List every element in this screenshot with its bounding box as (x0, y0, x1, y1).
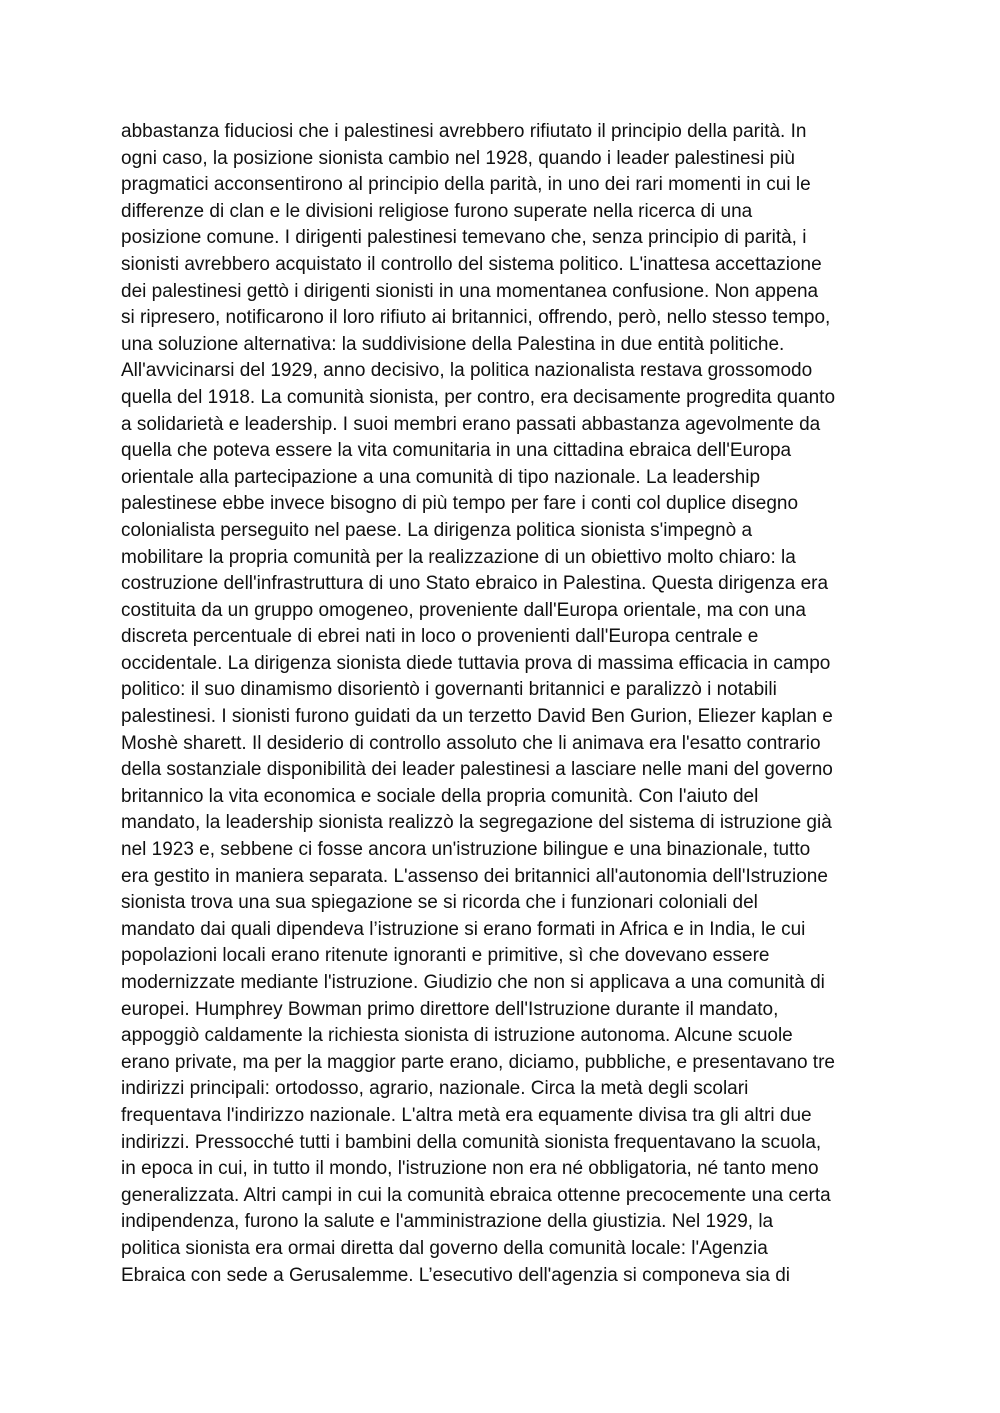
text-line: era gestito in maniera separata. L'assenso dei britannici all'autonomia dell'Istruzione (121, 865, 828, 887)
text-line: quella del 1918. La comunità sionista, per contro, era decisamente progredita quanto (121, 386, 836, 408)
text-line: modernizzate mediante l'istruzione. Giudizio che non si applicava a una comunità di (121, 972, 825, 993)
text-line: quella che poteva essere la vita comunitaria in una cittadina ebraica dell'Europa (121, 440, 792, 462)
text-line: europei. Humphrey Bowman primo direttore dell'Istruzione durante il mandato, (121, 998, 779, 1020)
text-line: dei palestinesi gettò i dirigenti sionisti in una momentanea confusione. Non appena (121, 280, 819, 302)
text-line: britannico la vita economica e sociale della propria comunità. Con l'aiuto del (121, 785, 759, 807)
text-line: indirizzi. Pressocché tutti i bambini della comunità sionista frequentavano la scuola, (121, 1131, 822, 1153)
text-line: abbastanza fiduciosi che i palestinesi avrebbero rifiutato il principio della parità. In (121, 121, 807, 142)
text-line: All'avvicinarsi del 1929, anno decisivo, la politica nazionalista restava grossomodo (121, 360, 813, 382)
text-line: ogni caso, la posizione sionista cambio nel 1928, quando i leader palestinesi più (121, 147, 795, 169)
text-line: a solidarietà e leadership. I suoi membri erano passati abbastanza agevolmente da (121, 413, 821, 435)
text-line: colonialista perseguito nel paese. La dirigenza politica sionista s'impegnò a (121, 519, 753, 541)
text-line: popolazioni locali erano ritenute ignoranti e primitive, sì che dovevano essere (121, 945, 770, 967)
text-line: frequentava l'indirizzo nazionale. L'altra metà era equamente divisa tra gli altri due (121, 1104, 812, 1126)
text-line: costruzione dell'infrastruttura di uno Stato ebraico in Palestina. Questa dirigenza era (121, 573, 829, 595)
text-line: differenze di clan e le divisioni religiose furono superate nella ricerca di una (121, 200, 753, 222)
text-line: occidentale. La dirigenza sionista diede tuttavia prova di massima efficacia in campo (121, 652, 831, 674)
text-line: mandato, la leadership sionista realizzò la segregazione del sistema di istruzione già (121, 812, 832, 834)
text-line: sionista trova una sua spiegazione se si ricorda che i funzionari coloniali del (121, 892, 758, 914)
text-line: indipendenza, furono la salute e l'amministrazione della giustizia. Nel 1929, la (121, 1211, 774, 1233)
text-line: in epoca in cui, in tutto il mondo, l'istruzione non era né obbligatoria, né tanto meno (121, 1158, 819, 1180)
text-line: pragmatici acconsentirono al principio della parità, in uno dei rari momenti in cui le (121, 174, 811, 196)
text-line: costituita da un gruppo omogeneo, proveniente dall'Europa orientale, ma con una (121, 599, 806, 621)
text-line: palestinese ebbe invece bisogno di più tempo per fare i conti col duplice disegno (121, 493, 799, 515)
text-line: Ebraica con sede a Gerusalemme. L’esecutivo dell'agenzia si componeva sia di (121, 1264, 790, 1286)
text-line: nel 1923 e, sebbene ci fosse ancora un'istruzione bilingue e una binazionale, tutto (121, 839, 811, 861)
text-line: erano private, ma per la maggior parte erano, diciamo, pubbliche, e presentavano tre (121, 1051, 835, 1073)
text-line: palestinesi. I sionisti furono guidati da un terzetto David Ben Gurion, Eliezer kaplan e (121, 706, 833, 728)
text-line: Moshè sharett. Il desiderio di controllo assoluto che li animava era l'esatto contrario (121, 732, 821, 754)
text-line: posizione comune. I dirigenti palestinesi temevano che, senza principio di parità, i (121, 227, 807, 249)
text-line: della sostanziale disponibilità dei leader palestinesi a lasciare nelle mani del governo (121, 759, 833, 781)
text-line: mobilitare la propria comunità per la realizzazione di un obiettivo molto chiaro: la (121, 546, 796, 568)
text-line: discreta percentuale di ebrei nati in loco o provenienti dall'Europa centrale e (121, 626, 759, 648)
text-line: generalizzata. Altri campi in cui la comunità ebraica ottenne precocemente una certa (121, 1184, 831, 1206)
text-line: una soluzione alternativa: la suddivisione della Palestina in due entità politiche. (121, 333, 785, 355)
body-text (121, 119, 901, 1289)
text-line: politico: il suo dinamismo disorientò i governanti britannici e paralizzò i notabili (121, 679, 777, 701)
text-line: indirizzi principali: ortodosso, agrario, nazionale. Circa la metà degli scolari (121, 1078, 749, 1100)
text-line: appoggiò caldamente la richiesta sionista di istruzione autonoma. Alcune scuole (121, 1025, 793, 1047)
text-line: si ripresero, notificarono il loro rifiuto ai britannici, offrendo, però, nello stesso tempo, (121, 307, 831, 329)
text-line: sionisti avrebbero acquistato il controllo del sistema politico. L'inattesa accettazione (121, 253, 822, 275)
text-line: orientale alla partecipazione a una comunità di tipo nazionale. La leadership (121, 466, 761, 488)
text-line: politica sionista era ormai diretta dal governo della comunità locale: l'Agenzia (121, 1237, 768, 1259)
text-line: mandato dai quali dipendeva l’istruzione si erano formati in Africa e in India, le cui (121, 918, 806, 940)
